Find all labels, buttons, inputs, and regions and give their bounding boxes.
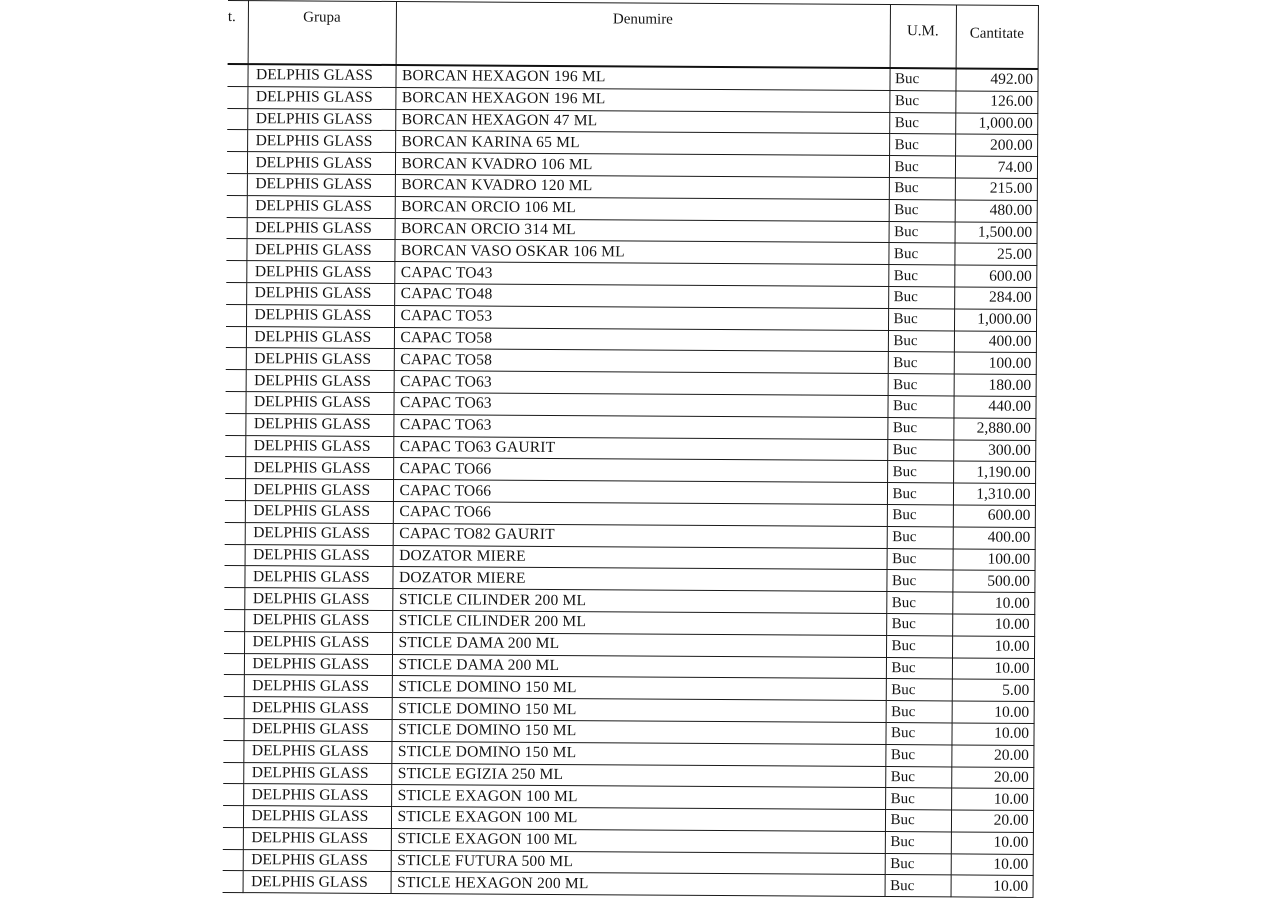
header-um: U.M. — [890, 5, 956, 69]
cell-cantitate: 500.00 — [952, 570, 1034, 592]
cell-cantitate: 10.00 — [952, 614, 1034, 636]
cell-cantitate: 480.00 — [955, 200, 1037, 222]
header-denumire: Denumire — [396, 2, 890, 69]
cell-grupa: DELPHIS GLASS — [246, 283, 394, 306]
header-grupa: Grupa — [248, 1, 396, 65]
cell-grupa: DELPHIS GLASS — [247, 217, 395, 240]
cell-nr — [225, 522, 245, 544]
cell-nr — [224, 675, 244, 697]
cell-nr — [224, 609, 244, 631]
cell-um: Buc — [887, 483, 953, 505]
cell-um: Buc — [885, 831, 951, 853]
cell-denumire: CAPAC TO66 — [393, 480, 887, 505]
cell-um: Buc — [886, 701, 952, 723]
cell-denumire: STICLE DOMINO 150 ML — [392, 698, 886, 723]
cell-denumire: BORCAN HEXAGON 196 ML — [395, 65, 889, 90]
cell-cantitate: 492.00 — [955, 68, 1037, 91]
cell-grupa: DELPHIS GLASS — [246, 239, 394, 262]
cell-grupa: DELPHIS GLASS — [247, 195, 395, 218]
cell-nr — [223, 806, 243, 828]
cell-grupa: DELPHIS GLASS — [247, 130, 395, 153]
cell-grupa: DELPHIS GLASS — [245, 544, 393, 567]
cell-denumire: STICLE EGIZIA 250 ML — [391, 763, 885, 788]
cell-denumire: STICLE CILINDER 200 ML — [392, 589, 886, 614]
scanned-page — [223, 0, 1038, 895]
cell-grupa: DELPHIS GLASS — [247, 86, 395, 109]
cell-grupa: DELPHIS GLASS — [244, 653, 392, 676]
cell-grupa: DELPHIS GLASS — [244, 631, 392, 654]
cell-nr — [227, 86, 247, 108]
cell-grupa: DELPHIS GLASS — [247, 174, 395, 197]
cell-um: Buc — [885, 875, 951, 897]
cell-grupa: DELPHIS GLASS — [244, 675, 392, 698]
cell-cantitate: 600.00 — [954, 265, 1036, 287]
cell-denumire: STICLE EXAGON 100 ML — [391, 828, 885, 853]
header-nr: t. — [228, 0, 248, 64]
cell-nr — [226, 326, 246, 348]
cell-cantitate: 10.00 — [952, 657, 1034, 679]
table-body — [223, 64, 1038, 898]
cell-denumire: STICLE DOMINO 150 ML — [392, 676, 886, 701]
cell-nr — [227, 108, 247, 130]
cell-um: Buc — [888, 287, 954, 309]
cell-nr — [226, 239, 246, 261]
cell-um: Buc — [887, 526, 953, 548]
cell-denumire: BORCAN KVADRO 120 ML — [395, 175, 889, 200]
cell-denumire: CAPAC TO53 — [394, 305, 888, 330]
cell-denumire: STICLE EXAGON 100 ML — [391, 807, 885, 832]
cell-um: Buc — [887, 461, 953, 483]
cell-cantitate: 1,190.00 — [953, 461, 1035, 483]
cell-nr — [225, 457, 245, 479]
cell-um: Buc — [888, 352, 954, 374]
cell-cantitate: 215.00 — [955, 178, 1037, 200]
cell-nr — [224, 588, 244, 610]
cell-denumire: CAPAC TO63 — [393, 414, 887, 439]
cell-denumire: DOZATOR MIERE — [393, 545, 887, 570]
cell-denumire: CAPAC TO43 — [394, 262, 888, 287]
cell-nr — [227, 130, 247, 152]
cell-um: Buc — [889, 134, 955, 156]
cell-cantitate: 600.00 — [953, 505, 1035, 527]
cell-cantitate: 10.00 — [951, 854, 1033, 876]
cell-denumire: CAPAC TO63 — [393, 392, 887, 417]
cell-um: Buc — [889, 178, 955, 200]
header-cantitate: Cantitate — [956, 5, 1038, 69]
cell-cantitate: 1,310.00 — [953, 483, 1035, 505]
inventory-table — [223, 0, 1039, 898]
cell-nr — [224, 566, 244, 588]
cell-cantitate: 10.00 — [951, 832, 1033, 854]
cell-um: Buc — [885, 722, 951, 744]
cell-nr — [227, 152, 247, 174]
cell-denumire: BORCAN HEXAGON 47 ML — [395, 109, 889, 134]
cell-grupa: DELPHIS GLASS — [247, 152, 395, 175]
cell-grupa: DELPHIS GLASS — [244, 588, 392, 611]
cell-um: Buc — [887, 395, 953, 417]
cell-grupa: DELPHIS GLASS — [245, 435, 393, 458]
cell-nr — [226, 304, 246, 326]
cell-nr — [223, 740, 243, 762]
cell-um: Buc — [885, 766, 951, 788]
cell-cantitate: 126.00 — [955, 91, 1037, 113]
table-header — [228, 0, 1038, 68]
cell-um: Buc — [888, 243, 954, 265]
cell-nr — [223, 762, 243, 784]
cell-denumire: CAPAC TO63 GAURIT — [393, 436, 887, 461]
cell-cantitate: 10.00 — [952, 701, 1034, 723]
cell-cantitate: 20.00 — [951, 810, 1033, 832]
cell-um: Buc — [889, 221, 955, 243]
cell-grupa: DELPHIS GLASS — [243, 740, 391, 763]
cell-nr — [225, 544, 245, 566]
cell-um: Buc — [885, 853, 951, 875]
cell-grupa: DELPHIS GLASS — [245, 457, 393, 480]
cell-grupa: DELPHIS GLASS — [243, 806, 391, 829]
cell-grupa: DELPHIS GLASS — [243, 784, 391, 807]
cell-um: Buc — [886, 657, 952, 679]
cell-grupa: DELPHIS GLASS — [247, 108, 395, 131]
cell-um: Buc — [886, 613, 952, 635]
cell-grupa: DELPHIS GLASS — [243, 871, 391, 894]
cell-cantitate: 10.00 — [951, 875, 1033, 897]
cell-nr — [225, 413, 245, 435]
cell-um: Buc — [888, 308, 954, 330]
cell-nr — [225, 435, 245, 457]
cell-grupa: DELPHIS GLASS — [244, 610, 392, 633]
cell-grupa: DELPHIS GLASS — [245, 392, 393, 415]
cell-nr — [226, 370, 246, 392]
cell-nr — [227, 195, 247, 217]
header-row — [228, 0, 1038, 68]
cell-denumire: CAPAC TO66 — [393, 501, 887, 526]
cell-um: Buc — [888, 330, 954, 352]
cell-um: Buc — [888, 374, 954, 396]
cell-nr — [225, 391, 245, 413]
cell-nr — [227, 217, 247, 239]
cell-denumire: CAPAC TO66 — [393, 458, 887, 483]
cell-um: Buc — [885, 788, 951, 810]
cell-um: Buc — [889, 90, 955, 112]
cell-cantitate: 440.00 — [953, 396, 1035, 418]
cell-um: Buc — [889, 112, 955, 134]
cell-denumire: BORCAN HEXAGON 196 ML — [395, 87, 889, 112]
cell-cantitate: 10.00 — [952, 592, 1034, 614]
cell-denumire: STICLE FUTURA 500 ML — [391, 850, 885, 875]
cell-denumire: CAPAC TO82 GAURIT — [393, 523, 887, 548]
cell-cantitate: 74.00 — [955, 156, 1037, 178]
cell-nr — [226, 282, 246, 304]
cell-nr — [225, 500, 245, 522]
cell-cantitate: 200.00 — [955, 134, 1037, 156]
cell-denumire: STICLE DOMINO 150 ML — [391, 719, 885, 744]
cell-cantitate: 100.00 — [953, 548, 1035, 570]
cell-nr — [227, 64, 247, 86]
cell-grupa: DELPHIS GLASS — [243, 827, 391, 850]
cell-cantitate: 20.00 — [951, 745, 1033, 767]
cell-grupa: DELPHIS GLASS — [246, 304, 394, 327]
cell-cantitate: 400.00 — [953, 527, 1035, 549]
cell-cantitate: 400.00 — [954, 331, 1036, 353]
cell-grupa: DELPHIS GLASS — [243, 849, 391, 872]
cell-um: Buc — [887, 439, 953, 461]
cell-denumire: DOZATOR MIERE — [392, 567, 886, 592]
cell-cantitate: 1,500.00 — [955, 222, 1037, 244]
cell-cantitate: 1,000.00 — [955, 113, 1037, 135]
cell-denumire: BORCAN KVADRO 106 ML — [395, 153, 889, 178]
cell-denumire: CAPAC TO58 — [394, 327, 888, 352]
cell-grupa: DELPHIS GLASS — [245, 501, 393, 524]
cell-denumire: STICLE HEXAGON 200 ML — [391, 872, 885, 897]
cell-grupa: DELPHIS GLASS — [243, 762, 391, 785]
cell-nr — [223, 849, 243, 871]
cell-um: Buc — [887, 417, 953, 439]
cell-cantitate: 1,000.00 — [954, 309, 1036, 331]
cell-nr — [223, 718, 243, 740]
cell-cantitate: 10.00 — [951, 788, 1033, 810]
cell-cantitate: 25.00 — [954, 243, 1036, 265]
cell-grupa: DELPHIS GLASS — [243, 719, 391, 742]
cell-nr — [223, 871, 243, 893]
cell-um: Buc — [887, 504, 953, 526]
cell-cantitate: 10.00 — [952, 636, 1034, 658]
cell-cantitate: 10.00 — [951, 723, 1033, 745]
cell-nr — [224, 697, 244, 719]
cell-grupa: DELPHIS GLASS — [245, 522, 393, 545]
cell-cantitate: 284.00 — [954, 287, 1036, 309]
cell-nr — [225, 479, 245, 501]
cell-denumire: CAPAC TO58 — [394, 349, 888, 374]
cell-denumire: BORCAN KARINA 65 ML — [395, 131, 889, 156]
cell-cantitate: 5.00 — [952, 679, 1034, 701]
cell-denumire: STICLE DAMA 200 ML — [392, 654, 886, 679]
cell-um: Buc — [885, 810, 951, 832]
cell-um: Buc — [889, 156, 955, 178]
cell-um: Buc — [885, 744, 951, 766]
table-row — [223, 871, 1033, 898]
cell-um: Buc — [886, 679, 952, 701]
cell-nr — [226, 261, 246, 283]
cell-denumire: STICLE EXAGON 100 ML — [391, 785, 885, 810]
cell-denumire: CAPAC TO63 — [394, 371, 888, 396]
cell-denumire: BORCAN ORCIO 106 ML — [395, 196, 889, 221]
cell-nr — [226, 348, 246, 370]
cell-um: Buc — [886, 570, 952, 592]
cell-nr — [224, 653, 244, 675]
cell-denumire: STICLE DOMINO 150 ML — [391, 741, 885, 766]
cell-cantitate: 100.00 — [954, 352, 1036, 374]
cell-nr — [223, 784, 243, 806]
cell-um: Buc — [889, 68, 955, 91]
cell-denumire: BORCAN ORCIO 314 ML — [395, 218, 889, 243]
cell-grupa: DELPHIS GLASS — [245, 413, 393, 436]
cell-denumire: CAPAC TO48 — [394, 283, 888, 308]
cell-grupa: DELPHIS GLASS — [246, 370, 394, 393]
cell-denumire: BORCAN VASO OSKAR 106 ML — [394, 240, 888, 265]
cell-cantitate: 180.00 — [954, 374, 1036, 396]
cell-um: Buc — [886, 635, 952, 657]
cell-um: Buc — [889, 199, 955, 221]
cell-um: Buc — [886, 592, 952, 614]
cell-denumire: STICLE DAMA 200 ML — [392, 632, 886, 657]
cell-nr — [224, 631, 244, 653]
cell-cantitate: 20.00 — [951, 766, 1033, 788]
cell-denumire: STICLE CILINDER 200 ML — [392, 610, 886, 635]
cell-grupa: DELPHIS GLASS — [244, 566, 392, 589]
cell-grupa: DELPHIS GLASS — [247, 64, 395, 87]
cell-nr — [223, 827, 243, 849]
cell-grupa: DELPHIS GLASS — [246, 326, 394, 349]
cell-um: Buc — [888, 265, 954, 287]
cell-grupa: DELPHIS GLASS — [246, 261, 394, 284]
cell-grupa: DELPHIS GLASS — [246, 348, 394, 371]
cell-grupa: DELPHIS GLASS — [245, 479, 393, 502]
cell-cantitate: 300.00 — [953, 439, 1035, 461]
cell-cantitate: 2,880.00 — [953, 418, 1035, 440]
cell-nr — [227, 173, 247, 195]
cell-um: Buc — [887, 548, 953, 570]
cell-grupa: DELPHIS GLASS — [244, 697, 392, 720]
